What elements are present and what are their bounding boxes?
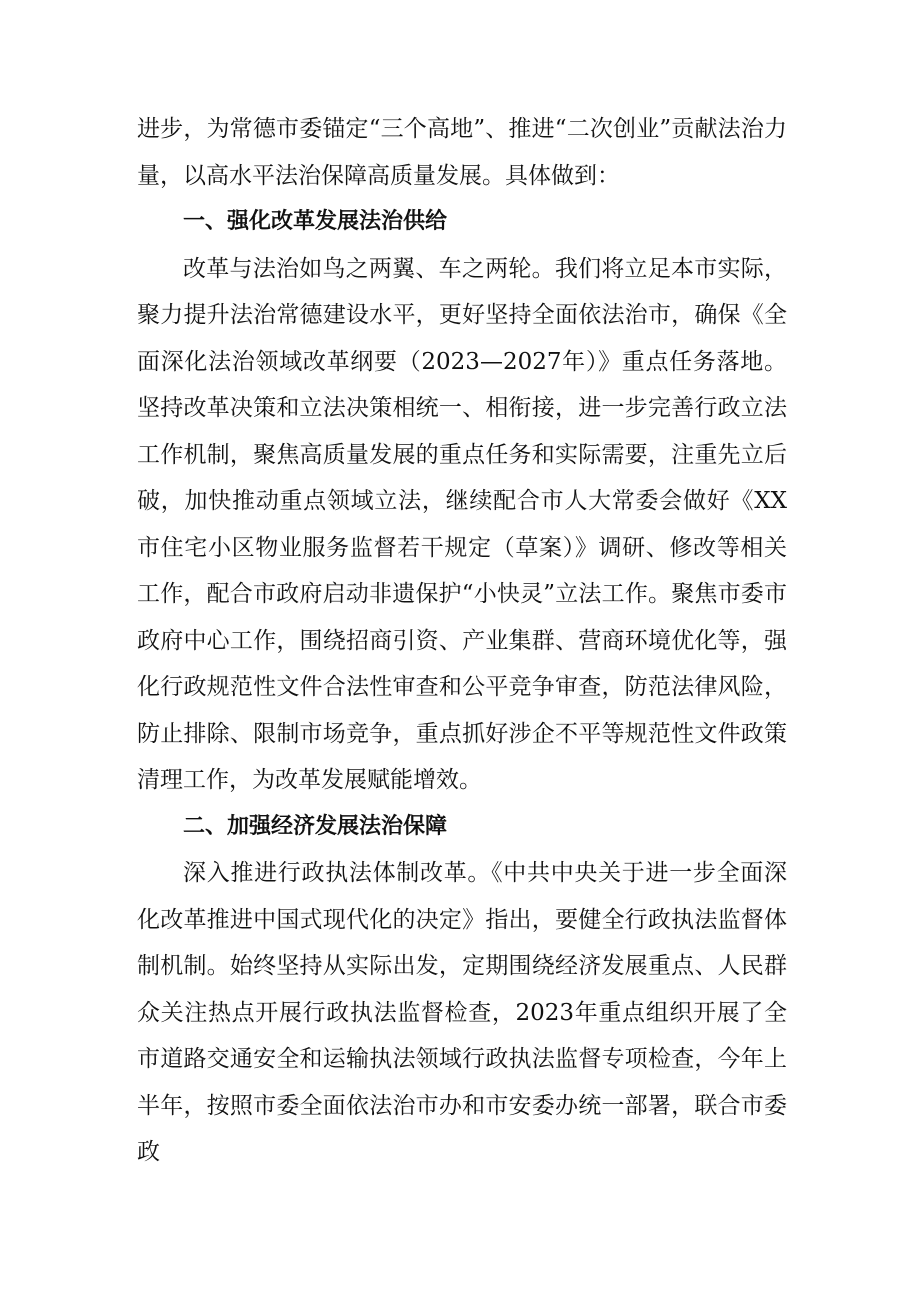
section-1-paragraph: 改革与法治如鸟之两翼、车之两轮。我们将立足本市实际，聚力提升法治常德建设水平，更好坚持全面依法治市，确保《全面深化法治领域改革纲要（2023—2027年）》重点任务落地。坚持改革决策和立法决策相统一、相衔接，进一步完善行政立法工作机制，聚焦高质量发展的重点任务和实际需要，注重先立后破，加快推动重点领域立法，继续配合市人大常委会做好《XX市住宅小区物业服务监督若干规定（草案）》调研、修改等相关工作，配合市政府启动非遗保护“小快灵”立法工作。聚焦市委市政府中心工作，围绕招商引资、产业集群、营商环境优化等，强化行政规范性文件合法性审查和公平竞争审查，防范法律风险，防止排除、限制市场竞争，重点抓好涉企不平等规范性文件政策清理工作，为改革发展赋能增效。 [137, 255, 787, 793]
document-body [137, 106, 787, 1176]
section-heading-1: 一、强化改革发展法治供给 [183, 209, 448, 234]
section-heading-2: 二、加强经济发展法治保障 [183, 813, 448, 839]
intro-paragraph: 进步，为常德市委锚定“三个高地”、推进“二次创业”贡献法治力量，以高水平法治保障高质量发展。具体做到： [137, 116, 787, 189]
section-2-paragraph: 深入推进行政执法体制改革。《中共中央关于进一步全面深化改革推进中国式现代化的决定》指出，要健全行政执法监督体制机制。始终坚持从实际出发，定期围绕经济发展重点、人民群众关注热点开展行政执法监督检查，2023年重点组织开展了全市道路交通安全和运输执法领域行政执法监督专项检查，今年上半年，按照市委全面依法治市办和市安委办统一部署，联合市委政 [137, 860, 787, 1165]
